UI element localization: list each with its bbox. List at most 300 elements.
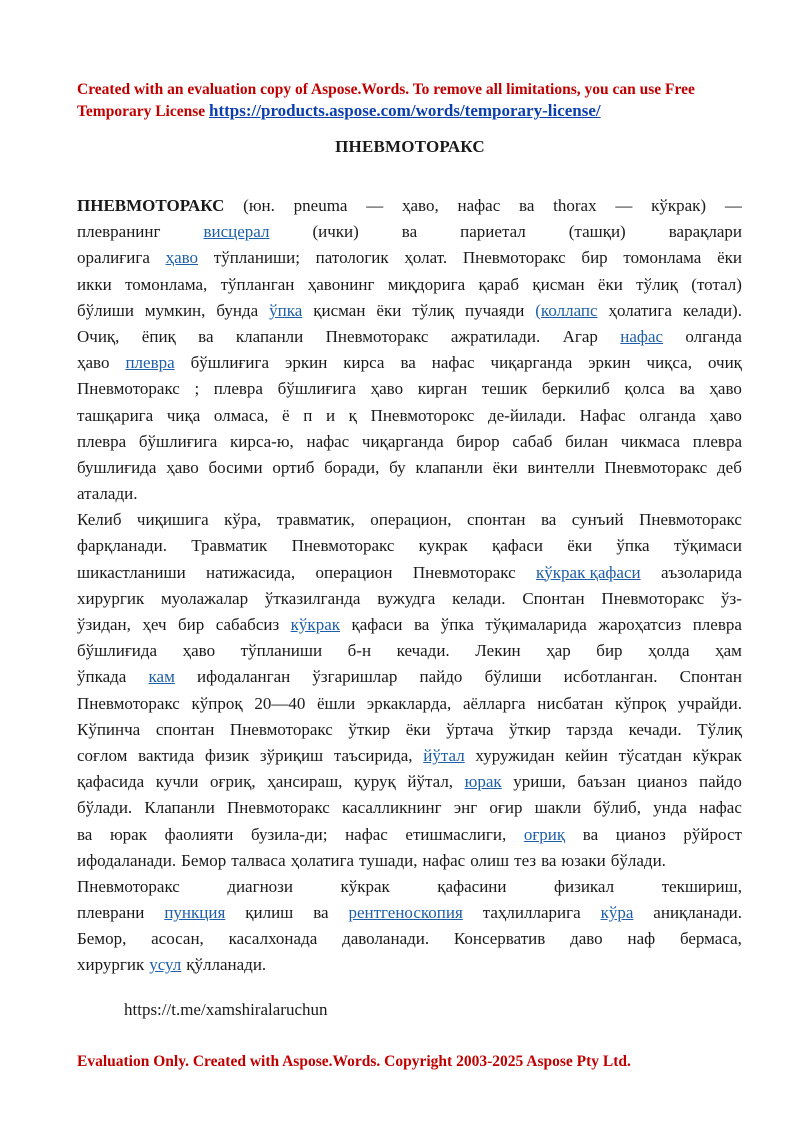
word: тўлиқ xyxy=(412,300,455,320)
word: ҳаво xyxy=(709,379,742,399)
word: нафас xyxy=(306,431,350,451)
word: Пневмоторакс xyxy=(77,693,180,713)
word: бўлиб, xyxy=(593,798,641,818)
word: нафас xyxy=(345,824,388,844)
text-line xyxy=(77,720,742,746)
text-line xyxy=(77,379,742,405)
word: (ички) xyxy=(312,222,359,242)
word: исботланган. xyxy=(563,667,658,687)
word: томонлама, xyxy=(125,274,208,294)
text-line xyxy=(77,222,742,248)
word: Пневмоторакс xyxy=(77,876,180,896)
word: ва xyxy=(400,353,416,373)
word: (ташқи) xyxy=(568,222,626,242)
word: фарқланади. xyxy=(77,536,167,556)
word: соғлом xyxy=(77,745,128,765)
word: аъзоларида xyxy=(660,562,742,582)
word: олиш xyxy=(470,850,510,870)
word: Пневмоторакс xyxy=(412,562,516,582)
term-link[interactable]: висцерал xyxy=(203,222,270,242)
word: келади). xyxy=(682,300,742,320)
word: — xyxy=(615,196,633,215)
word: ўз- xyxy=(721,588,742,608)
word: келади. xyxy=(452,588,506,608)
word: жароҳатсиз xyxy=(598,615,682,634)
telegram-url: https://t.me/xamshiralaruchun xyxy=(124,1000,328,1019)
word: плевра xyxy=(213,379,263,399)
text-line xyxy=(77,248,742,274)
word: операцион xyxy=(315,562,393,582)
word: фаолияти xyxy=(164,824,234,844)
word: касалликнинг xyxy=(342,798,442,818)
text-line xyxy=(77,615,742,641)
word: аниқланади. xyxy=(653,903,742,923)
word: эркин xyxy=(588,353,631,373)
word: рўйрост xyxy=(683,824,742,844)
word: уриши, xyxy=(513,772,566,792)
word: Пневмоторакс xyxy=(604,457,708,477)
word: Пневмоторакс xyxy=(77,379,180,399)
temporary-license-link[interactable]: https://products.aspose.com/words/temporary-license/ xyxy=(209,101,601,120)
word: аёлларга xyxy=(462,693,526,713)
word: Тўлиқ xyxy=(697,719,742,739)
word: сунъий xyxy=(571,510,624,530)
term-link[interactable]: кўкрак қафаси xyxy=(536,562,641,582)
word: кирса xyxy=(343,353,385,373)
word: пайдо xyxy=(419,667,463,687)
word: кейин xyxy=(565,745,608,765)
word: кирса-ю, xyxy=(230,431,294,451)
word: босими xyxy=(208,457,263,477)
word: Пневмоторакс xyxy=(291,536,395,556)
text-line xyxy=(77,589,742,615)
word: тўқимаси xyxy=(673,536,742,556)
word: Пневмоторокс xyxy=(370,405,475,425)
word: бу xyxy=(389,457,406,477)
word: қафасини xyxy=(437,876,507,896)
word: аталади. xyxy=(77,484,138,504)
word: цианоз xyxy=(637,772,688,792)
word: нисбатан xyxy=(537,693,604,713)
word: физикал xyxy=(554,876,615,896)
word: сабаб xyxy=(512,431,553,451)
term-link[interactable]: ўпка xyxy=(269,300,303,320)
text-line xyxy=(77,851,742,877)
word: ҳаво xyxy=(77,353,110,373)
word: ёки xyxy=(405,719,431,739)
term-link[interactable]: кўра xyxy=(600,903,634,923)
word: ҳам xyxy=(715,641,742,661)
text-line xyxy=(77,510,742,536)
word: шакли xyxy=(534,798,582,818)
word: ифодаланган xyxy=(197,667,291,687)
word: ўткир xyxy=(509,719,551,739)
word: деб xyxy=(717,457,742,477)
word: Пневмоторакс xyxy=(325,326,429,346)
word: спонтан xyxy=(466,510,526,530)
word: ва xyxy=(540,510,557,530)
word: қафасида xyxy=(77,772,145,792)
term-link[interactable]: оғриқ xyxy=(523,824,566,844)
word: қафаси xyxy=(491,536,543,556)
word: Бемор, xyxy=(77,929,127,949)
bold-term: ПНЕВМОТОРАКС xyxy=(77,196,225,215)
word: олганда xyxy=(685,326,742,346)
word: диагнози xyxy=(227,876,293,896)
word: ё xyxy=(282,405,290,425)
word: йўтал, xyxy=(407,772,454,792)
word: қ xyxy=(348,405,357,425)
word: даволанади. xyxy=(342,929,430,949)
word: ҳеч xyxy=(142,615,167,634)
word: тўпланиши xyxy=(240,641,323,661)
word: ўпка xyxy=(440,615,474,634)
word: клапанли xyxy=(415,457,483,477)
word: бўлади. xyxy=(610,850,666,870)
word: ҳолатига xyxy=(608,300,672,320)
word: кўпроқ xyxy=(191,693,243,713)
word: касалхонада xyxy=(228,929,318,949)
text-line xyxy=(77,746,742,772)
word: тарзда xyxy=(566,719,614,739)
word: нафас xyxy=(457,196,501,215)
document-title: ПНЕВМОТОРАКС xyxy=(335,137,485,156)
term-link[interactable]: плевра xyxy=(125,353,175,373)
word: ҳаво xyxy=(370,379,404,399)
word: плевра xyxy=(692,431,742,451)
word: бўшлиғига xyxy=(190,353,270,373)
word: нафас xyxy=(431,353,475,373)
word: қўлланади. xyxy=(186,955,267,975)
word: ва xyxy=(77,824,93,844)
word: эркакларда, xyxy=(366,693,452,713)
word: юзаки xyxy=(561,850,606,870)
text-line xyxy=(77,563,742,589)
text-line xyxy=(77,877,742,903)
word: қисман xyxy=(532,274,585,294)
word: ёшли xyxy=(317,693,356,713)
word: плевранинг xyxy=(77,222,161,242)
word: ва xyxy=(541,850,557,870)
word: юрак xyxy=(109,824,147,844)
word: ҳавонинг xyxy=(307,274,375,294)
word: кўкрак xyxy=(340,876,390,896)
word: Келиб xyxy=(77,510,122,530)
word: оғриқ, xyxy=(210,772,256,792)
word: Спонтан xyxy=(522,588,585,608)
text-line xyxy=(77,301,742,327)
word: — xyxy=(366,196,384,215)
word: плеврани xyxy=(77,903,145,923)
word: бўлади. xyxy=(77,798,133,818)
word: хуружидан xyxy=(475,745,555,765)
word: даво xyxy=(570,929,603,949)
word: тўлиқ xyxy=(636,274,678,294)
text-line xyxy=(77,825,742,851)
word: икки xyxy=(77,274,112,294)
word: Лекин xyxy=(475,641,521,661)
word: тўсатдан xyxy=(618,745,682,765)
word: кўпроқ xyxy=(614,693,667,713)
word: хирургик xyxy=(77,588,145,608)
word: thorax xyxy=(553,196,597,215)
word: ва xyxy=(582,824,599,844)
term-link[interactable]: кўкрак xyxy=(290,615,340,634)
word: Травматик xyxy=(191,536,268,556)
word: париетал xyxy=(460,222,526,242)
term-link[interactable]: ҳаво xyxy=(165,248,199,268)
word: наф xyxy=(627,929,656,949)
word: ҳолат. xyxy=(404,248,448,268)
word: ва xyxy=(413,615,430,634)
word: кучли xyxy=(155,772,199,792)
word: ҳаво xyxy=(182,641,216,661)
word: клапанли xyxy=(235,326,304,346)
term-link[interactable]: йўтал xyxy=(423,745,465,765)
word: зўриқиш xyxy=(259,745,324,765)
word: чиқишига xyxy=(136,510,209,530)
word: етишмаслиги, xyxy=(405,824,507,844)
word: ўртача xyxy=(446,719,494,739)
word: тешик xyxy=(481,379,528,399)
word: pneuma xyxy=(293,196,348,215)
word: текшириш, xyxy=(661,876,742,896)
word: ҳансираш, xyxy=(267,772,343,792)
word: ўпка xyxy=(616,536,650,556)
word: бушлиғида xyxy=(77,457,157,477)
word: кўра, xyxy=(224,510,262,530)
word: бир xyxy=(581,248,608,268)
word: плевра xyxy=(692,615,742,634)
word: ҳаво xyxy=(709,405,742,425)
word: учрайди. xyxy=(677,693,742,713)
word: кўкрак) xyxy=(651,196,707,215)
word: натижасида, xyxy=(206,562,296,582)
text-line xyxy=(77,484,742,510)
word: ўзгаришлар xyxy=(312,667,398,687)
word: қафаси xyxy=(351,615,403,634)
word: билан xyxy=(565,431,609,451)
word: ҳаво xyxy=(166,457,199,477)
word: ва xyxy=(679,379,695,399)
word: кукрак xyxy=(418,536,468,556)
word: кечади. xyxy=(628,719,682,739)
word: Пневмоторакс xyxy=(227,798,330,818)
word: бўшлиғига xyxy=(277,379,357,399)
word: бир xyxy=(177,615,205,634)
word: ташқарига xyxy=(77,405,154,425)
text-line xyxy=(77,798,742,824)
word: бермаса, xyxy=(679,929,742,949)
word: эркин xyxy=(285,353,328,373)
word: бунда xyxy=(216,300,259,320)
word: операцион, xyxy=(370,510,452,530)
word: беркилиб xyxy=(541,379,610,399)
word: таъсирида, xyxy=(333,745,413,765)
word: тўқималарида xyxy=(485,615,587,634)
term-link[interactable]: нафас xyxy=(620,326,664,346)
word: чиқарганда xyxy=(490,353,573,373)
word: бўшлиғида xyxy=(77,641,158,661)
word: чиқа xyxy=(166,405,201,425)
word: ёки xyxy=(567,536,593,556)
text-line xyxy=(77,641,742,667)
word: оралиғига xyxy=(77,248,150,268)
word: ҳар xyxy=(546,641,571,661)
word: ва xyxy=(401,222,418,242)
word: (юн. xyxy=(243,196,275,215)
word: бўлиши xyxy=(77,300,134,320)
word: Клапанли xyxy=(144,798,215,818)
word: Пневмоторакс xyxy=(639,510,742,530)
word: энг xyxy=(453,798,478,818)
word: физик xyxy=(204,745,250,765)
text-line xyxy=(77,275,742,301)
word: хирургик xyxy=(77,955,145,975)
word: ва xyxy=(198,326,214,346)
word: Бемор xyxy=(181,850,227,870)
term-link[interactable]: юрак xyxy=(464,772,502,792)
word: олмаса, xyxy=(213,405,269,425)
word: тўпланиши; xyxy=(213,248,300,268)
word: ва xyxy=(519,196,535,215)
word: варақлари xyxy=(668,222,742,242)
word: б-н xyxy=(347,641,372,661)
word: пайдо xyxy=(699,772,742,792)
term-link[interactable]: кам xyxy=(148,667,175,687)
text-line xyxy=(77,929,742,955)
text-line xyxy=(77,536,742,562)
word: шикастланиши xyxy=(77,562,186,582)
word: (тотал) xyxy=(691,274,742,294)
word: Очиқ, xyxy=(77,326,120,346)
text-line xyxy=(77,694,742,720)
word: цианоз xyxy=(615,824,666,844)
word: винтелли xyxy=(527,457,595,477)
word: бир xyxy=(596,641,623,661)
word: ўтказилганда xyxy=(264,588,361,608)
word: Агар xyxy=(562,326,598,346)
word: қуруқ xyxy=(354,772,396,792)
word: чиқса, xyxy=(646,353,692,373)
word: бирор xyxy=(456,431,500,451)
word: кўкрак xyxy=(692,745,742,765)
word: ва xyxy=(313,903,329,923)
word: очиқ xyxy=(707,353,742,373)
evaluation-footer: Evaluation Only. Created with Aspose.Words. Copyright 2003-2025 Aspose Pty Ltd. xyxy=(77,1053,631,1070)
text-line xyxy=(77,327,742,353)
text-line xyxy=(77,196,742,222)
evaluation-notice xyxy=(77,79,737,122)
word: Консерватив xyxy=(453,929,546,949)
text-line xyxy=(77,667,742,693)
word: Нафас xyxy=(579,405,626,425)
word: плевра xyxy=(77,431,127,451)
word: унда xyxy=(653,798,687,818)
word: — xyxy=(724,196,742,215)
word: ёки xyxy=(597,274,623,294)
text-line xyxy=(77,353,742,379)
word: ёки xyxy=(717,248,742,268)
article-body xyxy=(77,196,742,982)
word: ўткир xyxy=(348,719,391,739)
word: патологик xyxy=(315,248,389,268)
word: олганда xyxy=(639,405,696,425)
word: вактида xyxy=(138,745,195,765)
word: 20—40 xyxy=(254,693,306,713)
word: қилиш xyxy=(245,903,294,923)
word: ўпкада xyxy=(77,667,127,687)
word: бузила-ди; xyxy=(250,824,328,844)
word: Пневмоторакс xyxy=(462,248,566,268)
term-link[interactable]: (коллапс xyxy=(535,300,598,320)
word: ўзидан, xyxy=(77,615,131,634)
word: тушади, xyxy=(359,850,418,870)
word: и xyxy=(325,405,336,425)
text-line xyxy=(77,955,742,981)
word: ёпиқ xyxy=(141,326,176,346)
word: муолажалар xyxy=(160,588,249,608)
evaluation-notice-text: Created with an evaluation copy of Aspose.Words. To remove all limitations, you can use Free Temporary License xyxy=(77,81,695,120)
word: Пневмоторакс xyxy=(229,719,333,739)
word: чиқарганда xyxy=(361,431,444,451)
word: баъзан xyxy=(577,772,626,792)
word: травматик, xyxy=(276,510,355,530)
word: Пневмоторакс xyxy=(601,588,705,608)
word: бўлиши xyxy=(484,667,542,687)
word: талваса xyxy=(231,850,286,870)
word: спонтан xyxy=(155,719,215,739)
word: қисман xyxy=(313,300,366,320)
word: мумкин, xyxy=(144,300,206,320)
word: томонлама xyxy=(623,248,702,268)
word: сабабсиз xyxy=(215,615,280,634)
term-link[interactable]: усул xyxy=(149,955,182,975)
term-link[interactable]: рентгеноскопия xyxy=(348,903,463,923)
word: тез xyxy=(514,850,537,870)
word: ифодаланади. xyxy=(77,850,177,870)
word: ёки xyxy=(376,300,402,320)
word: ёки xyxy=(492,457,518,477)
word: асосан, xyxy=(151,929,204,949)
word: пучаяди xyxy=(465,300,525,320)
word: қараб xyxy=(478,274,520,294)
word: таҳлилларига xyxy=(482,903,581,923)
word: миқдорига xyxy=(387,274,466,294)
word: кечади. xyxy=(396,641,450,661)
word: Спонтан xyxy=(679,667,742,687)
word: тўпланган xyxy=(220,274,295,294)
word: вужудга xyxy=(377,588,436,608)
word: чикмаса xyxy=(620,431,681,451)
text-line xyxy=(77,432,742,458)
text-line xyxy=(77,458,742,484)
term-link[interactable]: пункция xyxy=(164,903,226,923)
word: бўшлиғига xyxy=(138,431,218,451)
word: ортиб xyxy=(272,457,315,477)
word: боради, xyxy=(324,457,380,477)
word: ҳолатига xyxy=(290,850,355,870)
word: ; xyxy=(194,379,200,399)
word: нафас xyxy=(699,798,742,818)
word: нафас xyxy=(422,850,466,870)
word: п xyxy=(303,405,313,425)
word: ажратилади. xyxy=(450,326,541,346)
word: ҳаво, xyxy=(402,196,439,215)
word: қолса xyxy=(624,379,665,399)
text-line xyxy=(77,903,742,929)
word: Кўпинча xyxy=(77,719,141,739)
